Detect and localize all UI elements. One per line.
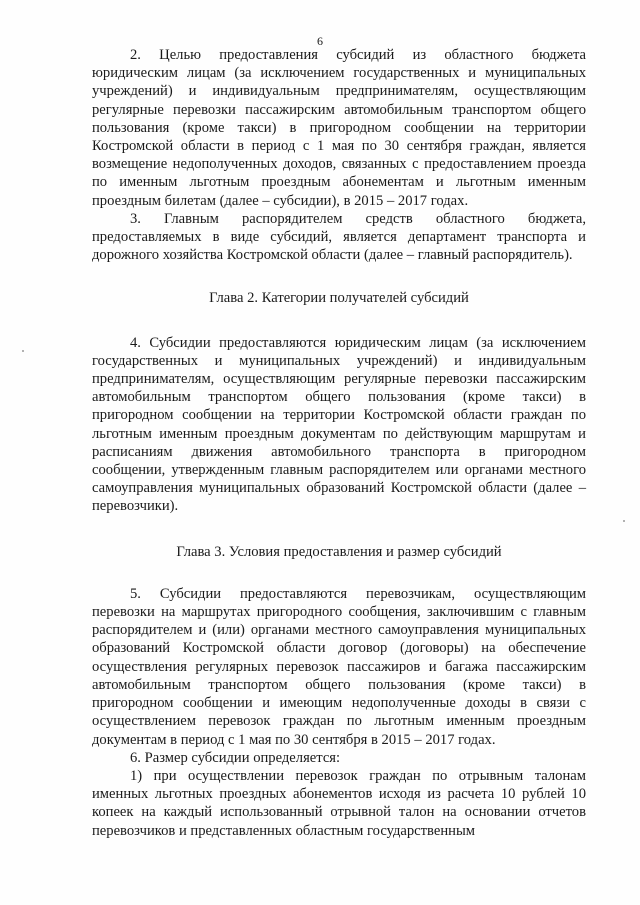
paragraph-4: 4. Субсидии предоставляются юридическим лицам (за исключением государственных и муниципальных учреждений) и индивидуальным предпринимателям, осуществляющим регулярные перевозки пассажирским автомобильным транспортом общего пользования (кроме такси) в пригородном сообщении на территории Костромской области граждан по льготным именным проездным документам по действующим маршрутам и расписаниям движения автомобильного транспорта в пригородном сообщении, утвержденным главным распорядителем или органами местного самоуправления муниципальных образований Костромской области (далее – перевозчики). (92, 334, 586, 515)
paragraph-3: 3. Главным распорядителем средств областного бюджета, предоставляемых в виде субсидий, является департамент транспорта и дорожного хозяйства Костромской области (далее – главный распорядитель). (92, 210, 586, 264)
page-number: 6 (317, 34, 323, 48)
paragraph-6-1: 1) при осуществлении перевозок граждан по отрывным талонам именных льготных проездных абонементов исходя из расчета 10 рублей 10 копеек на каждый использованный отрывной талон на основании отчетов перевозчиков и представленных областным государственным (92, 767, 586, 839)
paragraph-6: 6. Размер субсидии определяется: (130, 749, 341, 766)
paragraph-5: 5. Субсидии предоставляются перевозчикам, осуществляющим перевозки на маршрутах пригородного сообщения, заключившим с главным распорядителем и (или) органами местного самоуправления муниципальных образований Костромской области договор (договоры) на обеспечение осуществления регулярных перевозок пассажиров и багажа пассажирским автомобильным транспортом общего пользования (кроме такси) в пригородном сообщении и имеющим недополученные доходы в связи с осуществлением перевозок граждан по льготным именным проездным документам в период с 1 мая по 30 сентября в 2015 – 2017 годах. (92, 585, 586, 748)
spacer (92, 516, 586, 543)
scan-speck (22, 350, 24, 352)
scan-speck (623, 520, 625, 522)
paragraph-2: 2. Целью предоставления субсидий из областного бюджета юридическим лицам (за исключением государственных и муниципальных учреждений) и индивидуальным предпринимателям, осуществляющим регулярные перевозки пассажирским автомобильным транспортом общего пользования (кроме такси) в пригородном сообщении на территории Костромской области в период с 1 мая по 30 сентября граждан, является возмещение недополученных доходов, связанных с предоставлением проезда по именным льготным проездным абонементам и льготным именным проездным билетам (далее – субсидии), в 2015 – 2017 годах. (92, 47, 586, 209)
spacer (92, 561, 586, 585)
chapter-3-heading: Глава 3. Условия предоставления и размер субсидий (176, 543, 502, 560)
document-body (92, 46, 586, 840)
chapter-2-heading: Глава 2. Категории получателей субсидий (209, 290, 469, 307)
spacer (92, 264, 586, 289)
spacer (92, 308, 586, 334)
